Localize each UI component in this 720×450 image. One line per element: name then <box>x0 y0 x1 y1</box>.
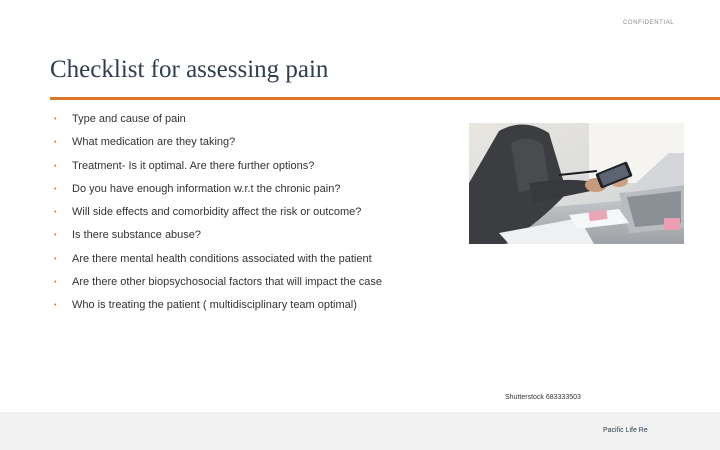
checklist <box>50 111 460 321</box>
bullet-icon: • <box>54 139 57 147</box>
checklist-item <box>50 297 460 320</box>
checklist-item <box>50 134 460 157</box>
title-divider <box>50 97 720 100</box>
checklist-item <box>50 181 460 204</box>
image-credit: Shutterstock 683333503 <box>505 394 581 401</box>
bullet-icon: • <box>54 162 57 170</box>
checklist-item-text: Is there substance abuse? <box>72 229 202 242</box>
brand-logo-text: Pacific Life Re <box>603 427 648 434</box>
checklist-item-text: Who is treating the patient ( multidisciplinary team optimal) <box>72 299 357 312</box>
checklist-item-text: Will side effects and comorbidity affect the risk or outcome? <box>72 206 362 219</box>
checklist-item <box>50 204 460 227</box>
bullet-icon: • <box>54 255 57 263</box>
checklist-item-text: Type and cause of pain <box>72 113 186 125</box>
checklist-item-text: Are there mental health conditions associated with the patient <box>72 252 372 265</box>
bullet-icon: • <box>54 279 57 287</box>
bullet-icon: • <box>54 209 57 217</box>
bullet-icon: • <box>54 185 57 193</box>
checklist-item <box>50 274 460 297</box>
bullet-icon: • <box>54 232 57 240</box>
doctor-laptop-photo <box>469 123 684 244</box>
bullet-icon: • <box>54 302 57 310</box>
checklist-item <box>50 227 460 250</box>
checklist-item-text: Are there other biopsychosocial factors that will impact the case <box>72 276 382 289</box>
bullet-icon: • <box>54 116 57 123</box>
checklist-item <box>50 111 460 134</box>
checklist-item-text: What medication are they taking? <box>72 136 236 149</box>
checklist-item-text: Treatment- Is it optimal. Are there further options? <box>72 159 315 172</box>
slide-title: Checklist for assessing pain <box>50 56 329 83</box>
checklist-item <box>50 251 460 274</box>
checklist-item-text: Do you have enough information w.r.t the chronic pain? <box>72 182 341 195</box>
footer-bar <box>0 412 720 450</box>
checklist-item <box>50 158 460 181</box>
photo-illustration <box>469 123 684 244</box>
confidential-label: CONFIDENTIAL <box>623 20 675 26</box>
